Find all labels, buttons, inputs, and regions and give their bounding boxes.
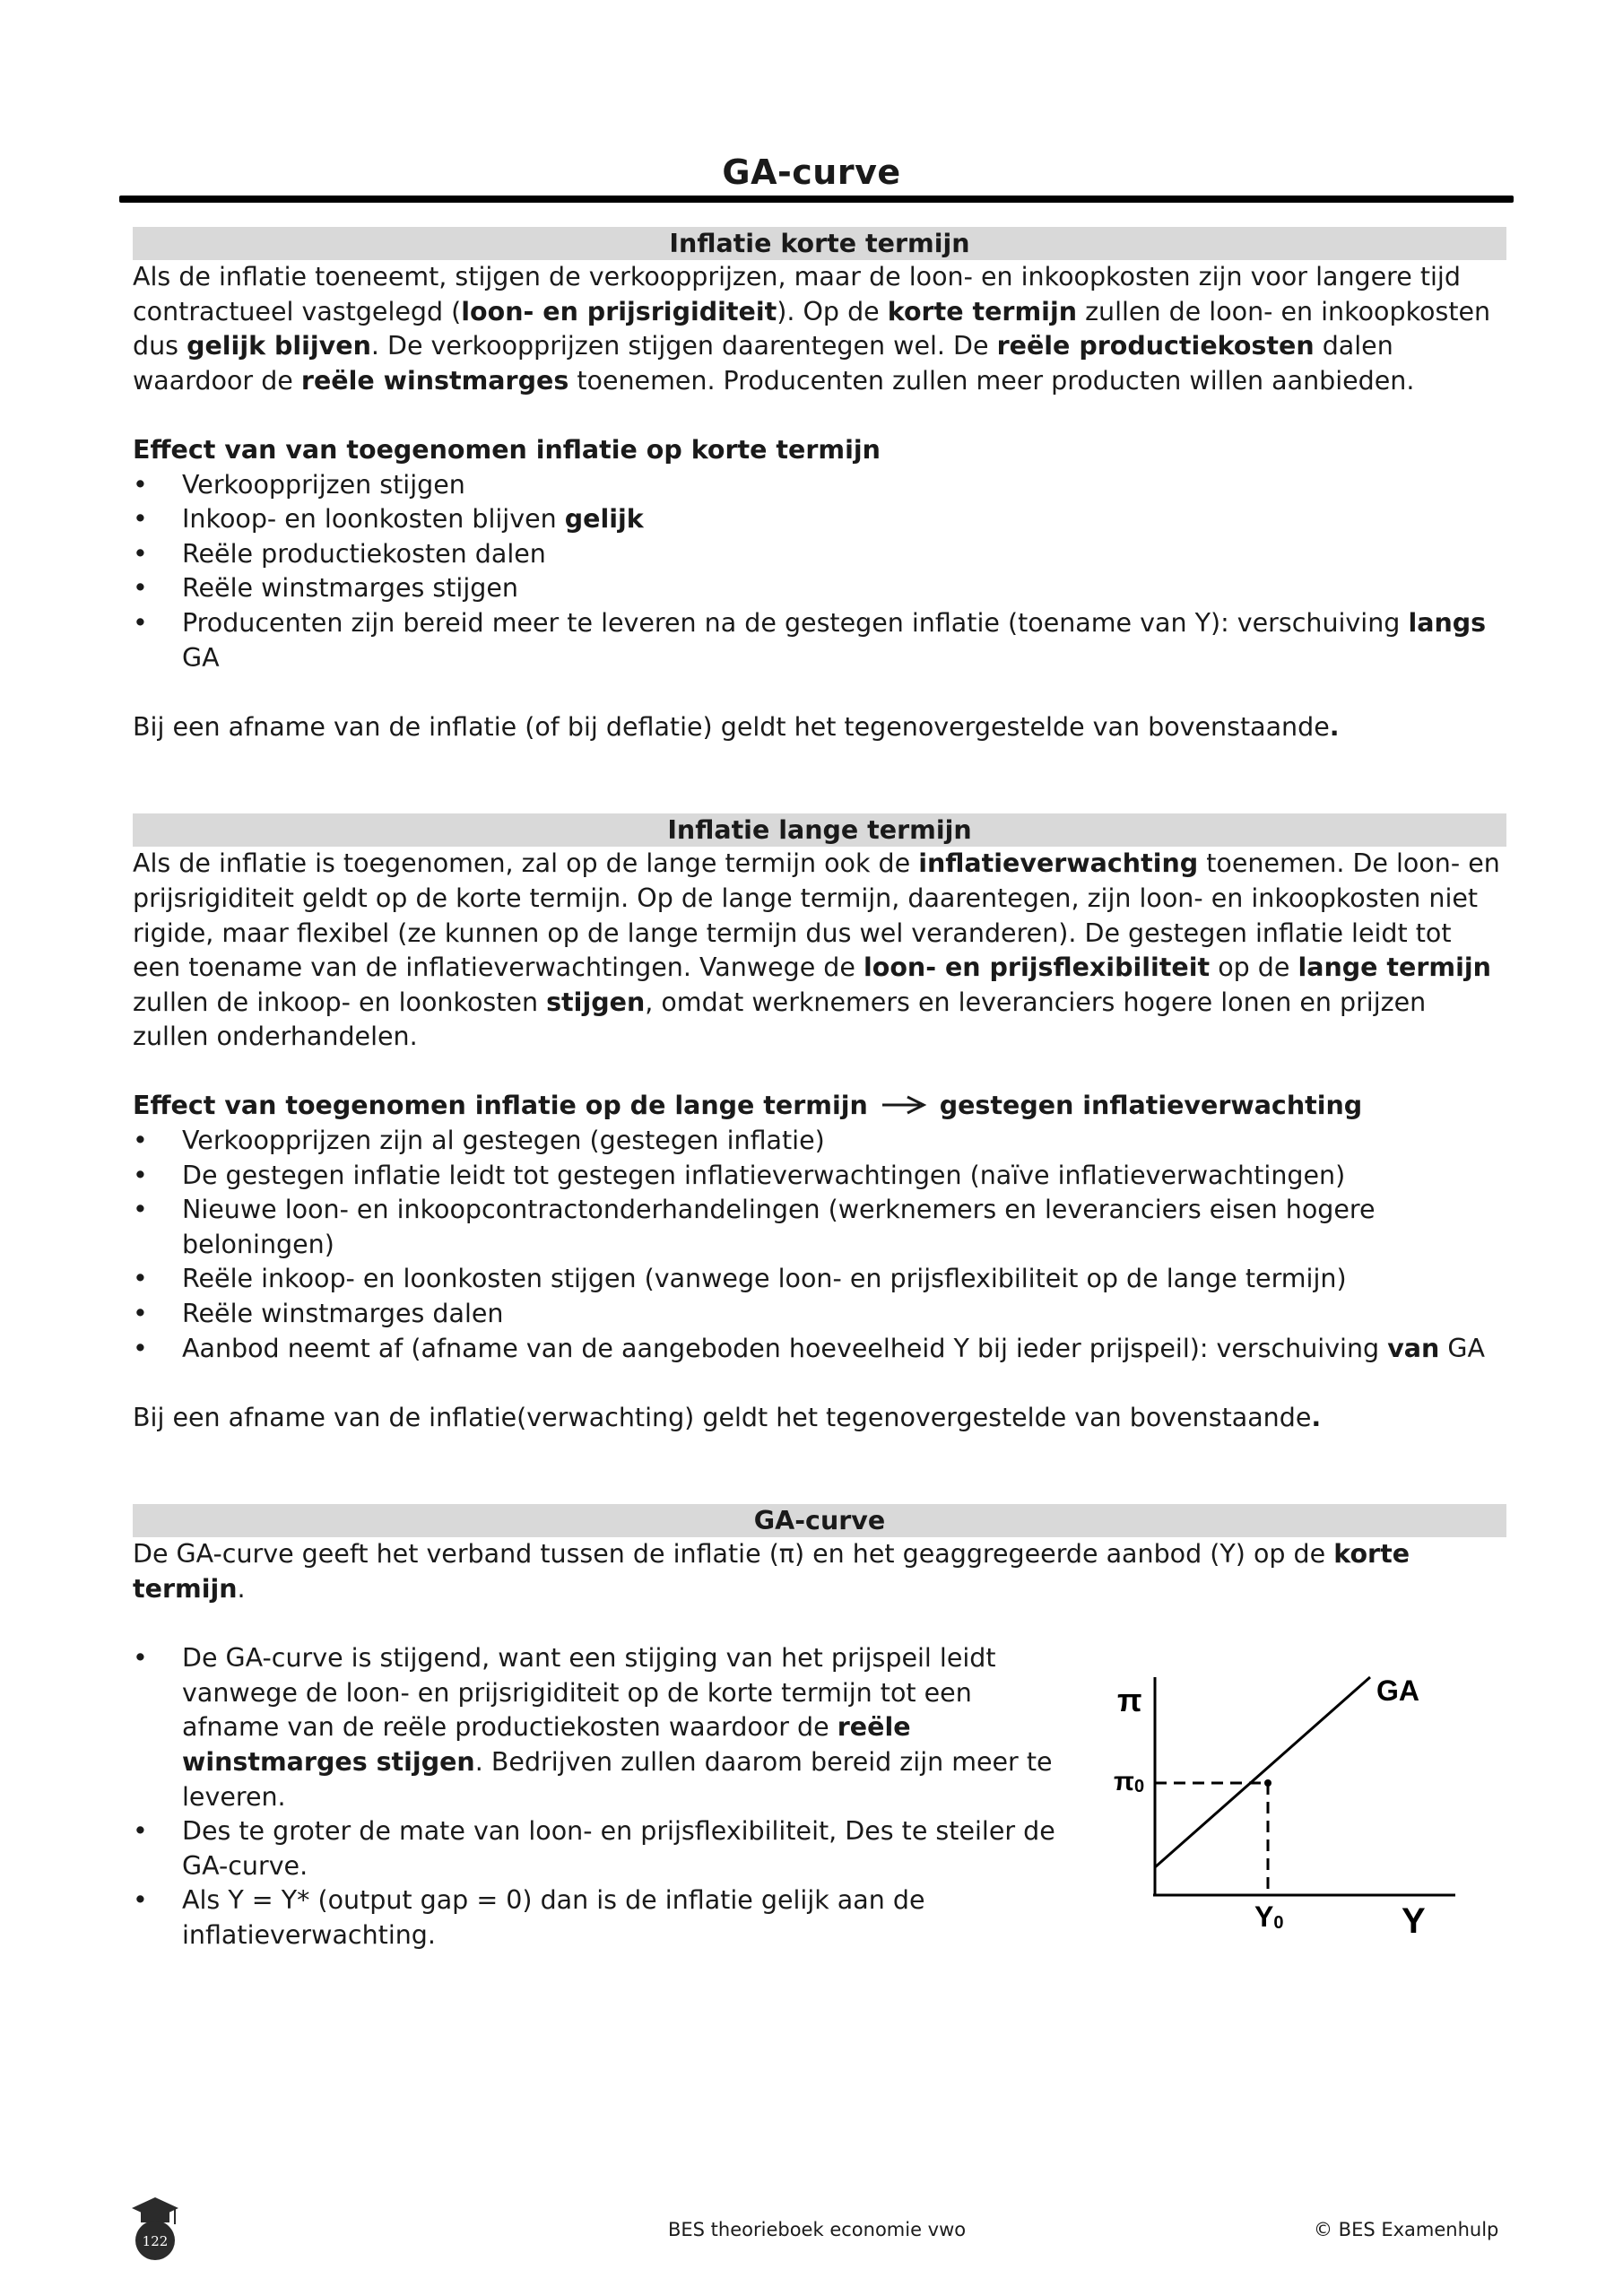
y0-symbol: Y [1254,1900,1274,1934]
graduation-cap-icon [130,2194,180,2262]
effect-heading-left: Effect van toegenomen inflatie op de lange termijn [133,1091,868,1121]
bullet-list [133,468,1506,676]
bullet-item: • Nieuwe loon- en inkoopcontractonderhandelingen (werknemers en leveranciers eisen hogere beloningen) [133,1193,1506,1262]
curve-label: GA [1376,1674,1419,1708]
pi0-symbol: π [1114,1767,1134,1797]
page-title: GA-curve [722,152,901,192]
footer-copyright: © BES Examenhulp [1314,2219,1499,2240]
arrow-right-icon [881,1094,927,1116]
paragraph: Als de inflatie toeneemt, stijgen de verkoopprijzen, maar de loon- en inkoopkosten zijn voor langere tijd contractueel vastgelegd (loon- en prijsrigiditeit). Op de korte termijn zullen de loon- en inkoopkosten dus gelijk blijven. De verkoopprijzen stijgen daarentegen wel. De reële productiekosten dalen waardoor de reële winstmarges toenemen. Producenten zullen meer producten willen aanbieden. [133,262,1491,396]
section-heading-short-term: Inflatie korte termijn [133,227,1506,260]
closing-sentence: Bij een afname van de inflatie(verwachting) geldt het tegenovergestelde van bovenstaande. [133,1402,1322,1432]
effect-heading: Effect van van toegenomen inflatie op korte termijn [133,434,881,465]
bullet-item: • Reële inkoop- en loonkosten stijgen (vanwege loon- en prijsflexibiliteit op de lange termijn) [133,1262,1506,1297]
bullet-item: • De GA-curve is stijgend, want een stijging van het prijspeil leidt vanwege de loon- en prijsrigiditeit op de korte termijn tot een afname van de reële productiekosten waardoor de reële winstmarges stijgen. Bedrijven zullen daarom bereid zijn meer te leveren. [133,1641,1065,1814]
bullet-item: • Aanbod neemt af (afname van de aangeboden hoeveelheid Y bij ieder prijspeil): verschuiving van GA [133,1332,1506,1367]
pi0-subscript: 0 [1133,1777,1145,1797]
bullet-item: • Reële productiekosten dalen [133,537,1506,572]
equilibrium-point [1264,1779,1271,1787]
bullet-item: • De gestegen inflatie leidt tot gestegen inflatieverwachtingen (naïve inflatieverwachtingen) [133,1159,1506,1194]
y0-subscript: 0 [1273,1913,1284,1934]
bullet-item: • Producenten zijn bereid meer te leveren na de gestegen inflatie (toename van Y): verschuiving langs GA [133,606,1506,675]
bullet-item: • Des te groter de mate van loon- en prijsflexibiliteit, Des te steiler de GA-curve. [133,1814,1065,1883]
x-axis-label: Y [1402,1901,1426,1942]
bullet-list [133,1641,1065,1952]
paragraph: Als de inflatie is toegenomen, zal op de lange termijn ook de inflatieverwachting toenemen. De loon- en prijsrigiditeit geldt op de korte termijn. Op de lange termijn, daarentegen, zijn loon- en inkoopkosten niet rigide, maar flexibel (ze kunnen op de lange termijn dus wel veranderen). De gestegen inflatie leidt tot een toename van de inflatieverwachtingen. Vanwege de loon- en prijsflexibiliteit op de lange termijn zullen de inkoop- en loonkosten stijgen, omdat werknemers en leveranciers hogere lonen en prijzen zullen onderhandelen. [133,848,1500,1052]
ga-curve-section [133,1641,1506,1950]
ga-curve-line [1155,1677,1370,1867]
bullet-item: • Als Y = Y* (output gap = 0) dan is de inflatie gelijk aan de inflatieverwachting. [133,1883,1065,1952]
bullet-item: • Reële winstmarges dalen [133,1297,1506,1332]
y0-label [1254,1900,1283,1933]
content [133,227,1506,1950]
bullet-item: • Reële winstmarges stijgen [133,571,1506,606]
effect-heading [133,1089,1506,1124]
bullet-list [133,1124,1506,1366]
bullet-item: • Inkoop- en loonkosten blijven gelijk [133,502,1506,537]
effect-heading-right: gestegen inflatieverwachting [939,1091,1363,1121]
section-heading-ga-curve: GA-curve [133,1504,1506,1537]
page-number: 122 [142,2233,169,2249]
pi0-label [1114,1767,1144,1796]
section-heading-long-term: Inflatie lange termijn [133,813,1506,847]
bullet-item: • Verkoopprijzen zijn al gestegen (gestegen inflatie) [133,1124,1506,1159]
title-rule [119,196,1514,203]
intro-paragraph: De GA-curve geeft het verband tussen de inflatie (π) en het geaggregeerde aanbod (Y) op de korte termijn. [133,1539,1410,1604]
y-axis-label: π [1117,1682,1142,1719]
closing-sentence: Bij een afname van de inflatie (of bij deflatie) geldt het tegenovergestelde van bovenstaande. [133,711,1340,742]
ga-curve-graph [1110,1641,1505,1955]
bullet-item: • Verkoopprijzen stijgen [133,468,1506,503]
footer-book-title: BES theorieboek economie vwo [668,2219,967,2240]
